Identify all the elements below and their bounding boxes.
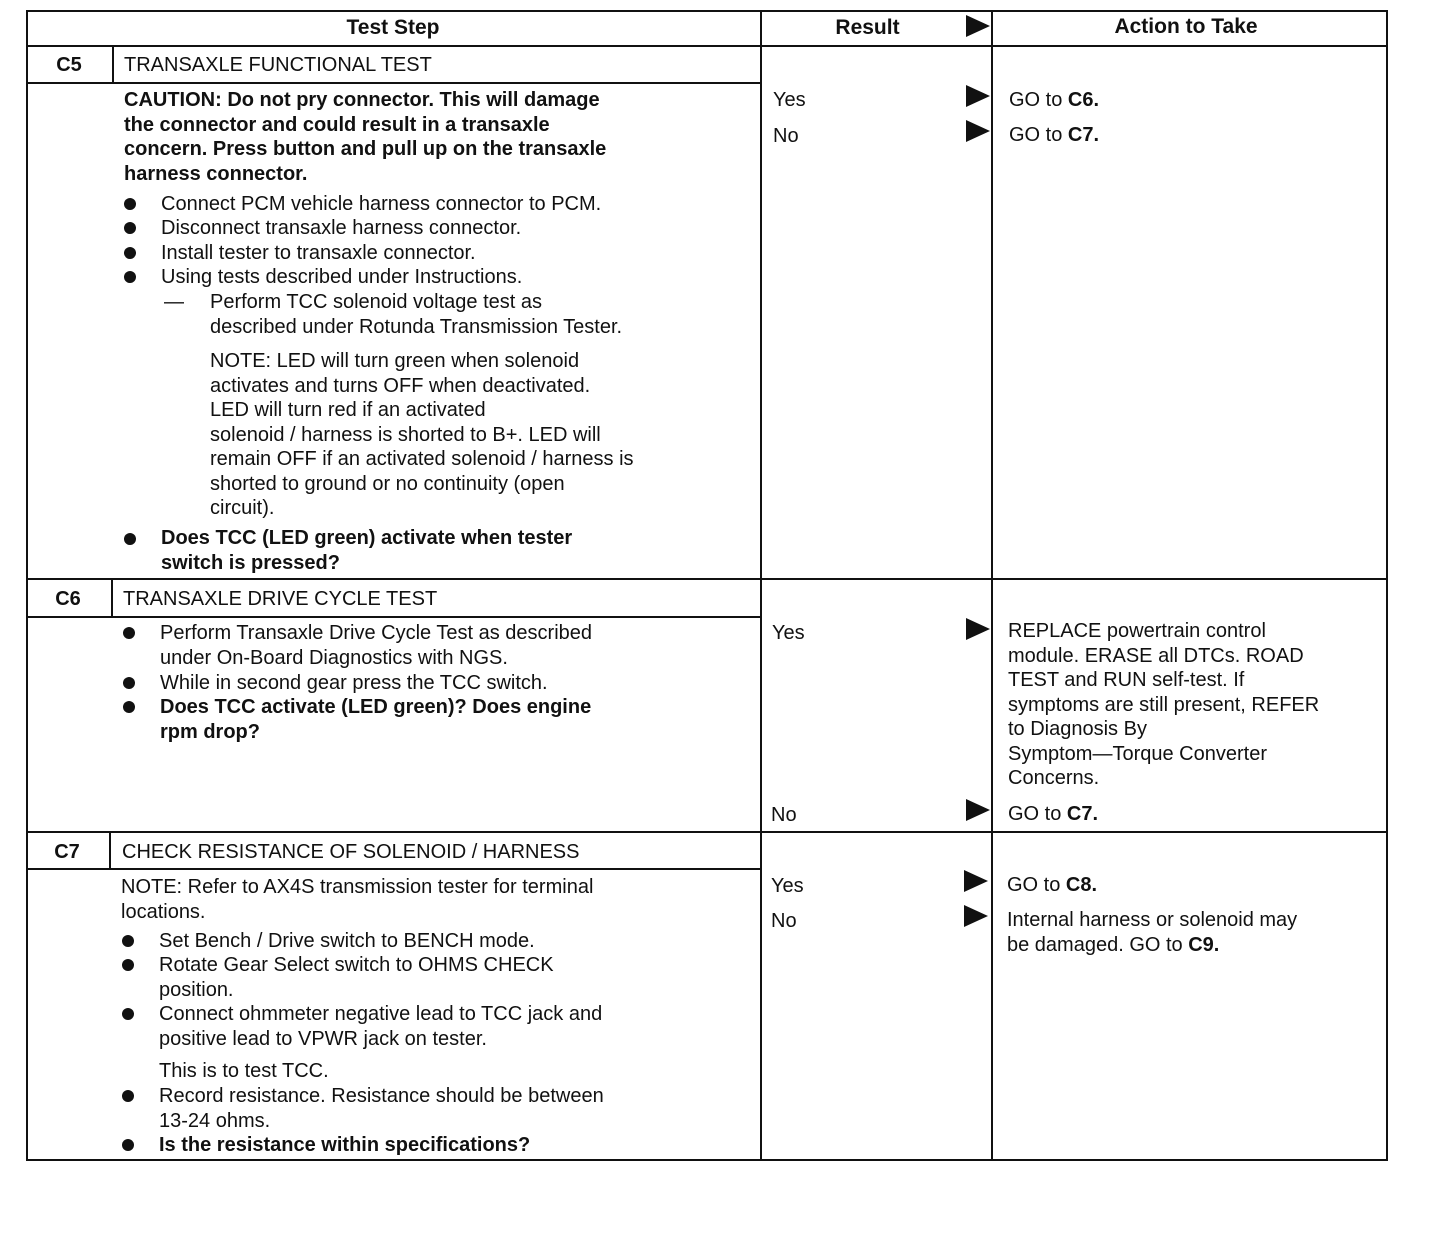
arrow-icon	[966, 799, 990, 821]
column-divider	[991, 12, 993, 1159]
plain-text: This is to test TCC.	[159, 1060, 329, 1082]
bullet-icon	[122, 959, 134, 971]
step-question: Is the resistance within specifications?	[159, 1134, 531, 1156]
bullet-icon	[122, 935, 134, 947]
header-test-step: Test Step	[346, 16, 440, 39]
step-title: TRANSAXLE FUNCTIONAL TEST	[124, 54, 432, 76]
action-text: REPLACE powertrain control module. ERASE all DTCs. ROAD TEST and RUN self-test. If symptoms are still present, REFER to Diagnosis By Symptom—Torque Converter Concerns.	[1008, 620, 1320, 789]
step-instruction: While in second gear press the TCC switch.	[160, 672, 548, 694]
action-text: GO to C6.	[1009, 89, 1100, 111]
result-no: No	[773, 125, 799, 147]
bullet-icon	[124, 247, 136, 259]
bullet-icon	[122, 1139, 134, 1151]
action-text: GO to C8.	[1007, 874, 1098, 896]
result-no: No	[771, 804, 797, 826]
result-yes: Yes	[772, 622, 805, 644]
bullet-icon	[123, 627, 135, 639]
step-instruction: Rotate Gear Select switch to OHMS CHECK position.	[159, 954, 554, 1001]
step-instruction: Set Bench / Drive switch to BENCH mode.	[159, 930, 535, 952]
column-divider	[760, 12, 762, 1159]
arrow-icon	[966, 618, 990, 640]
step-question: Does TCC activate (LED green)? Does engine rpm drop?	[160, 696, 592, 743]
result-no: No	[771, 910, 797, 932]
header-result: Result	[835, 16, 900, 39]
header-action: Action to Take	[1114, 15, 1258, 38]
id-divider	[111, 580, 113, 618]
action-text: GO to C7.	[1008, 803, 1099, 825]
title-rule	[28, 616, 761, 618]
step-title: TRANSAXLE DRIVE CYCLE TEST	[123, 588, 438, 610]
step-question: Does TCC (LED green) activate when tester switch is pressed?	[161, 527, 573, 574]
row-rule	[28, 578, 1386, 580]
arrow-icon	[964, 905, 988, 927]
id-divider	[112, 46, 114, 84]
bullet-icon	[124, 222, 136, 234]
action-text: GO to C7.	[1009, 124, 1100, 146]
step-id: C7	[54, 841, 80, 863]
bullet-icon	[124, 198, 136, 210]
bullet-icon	[124, 271, 136, 283]
step-title: CHECK RESISTANCE OF SOLENOID / HARNESS	[122, 841, 580, 863]
result-yes: Yes	[773, 89, 806, 111]
caution-text: CAUTION: Do not pry connector. This will damage the connector and could result in a transaxle concern. Press button and pull up on the transaxle harness connector.	[124, 89, 607, 185]
bullet-icon	[123, 677, 135, 689]
step-instruction: Using tests described under Instructions.	[161, 266, 523, 288]
header-rule	[28, 45, 1386, 47]
step-instruction: Install tester to transaxle connector.	[161, 242, 476, 264]
step-instruction: Connect PCM vehicle harness connector to PCM.	[161, 193, 602, 215]
step-id: C5	[56, 54, 82, 76]
arrow-icon	[966, 15, 990, 37]
arrow-icon	[966, 120, 990, 142]
arrow-icon	[964, 870, 988, 892]
dash-marker: —	[164, 291, 184, 313]
action-text: Internal harness or solenoid may be damaged. GO to C9.	[1007, 909, 1298, 956]
arrow-icon	[966, 85, 990, 107]
title-rule	[28, 82, 761, 84]
step-id: C6	[55, 588, 81, 610]
step-instruction: Connect ohmmeter negative lead to TCC jack and positive lead to VPWR jack on tester.	[159, 1003, 603, 1050]
bullet-icon	[122, 1090, 134, 1102]
title-rule	[28, 868, 761, 870]
bullet-icon	[124, 533, 136, 545]
note-text: NOTE: LED will turn green when solenoid activates and turns OFF when deactivated. LED will turn red if an activated solenoid / harness is shorted to B+. LED will remain OFF if an activated solenoid / harness is shorted to ground or no continuity (open circuit).	[210, 350, 634, 519]
sub-instruction: Perform TCC solenoid voltage test as described under Rotunda Transmission Tester.	[210, 291, 623, 338]
step-instruction: Perform Transaxle Drive Cycle Test as described under On-Board Diagnostics with NGS.	[160, 622, 593, 669]
bullet-icon	[122, 1008, 134, 1020]
result-yes: Yes	[771, 875, 804, 897]
step-instruction: Record resistance. Resistance should be between 13-24 ohms.	[159, 1085, 604, 1132]
bullet-icon	[123, 701, 135, 713]
row-rule	[28, 831, 1386, 833]
id-divider	[109, 832, 111, 870]
step-instruction: Disconnect transaxle harness connector.	[161, 217, 522, 239]
note-text: NOTE: Refer to AX4S transmission tester for terminal locations.	[121, 876, 594, 923]
